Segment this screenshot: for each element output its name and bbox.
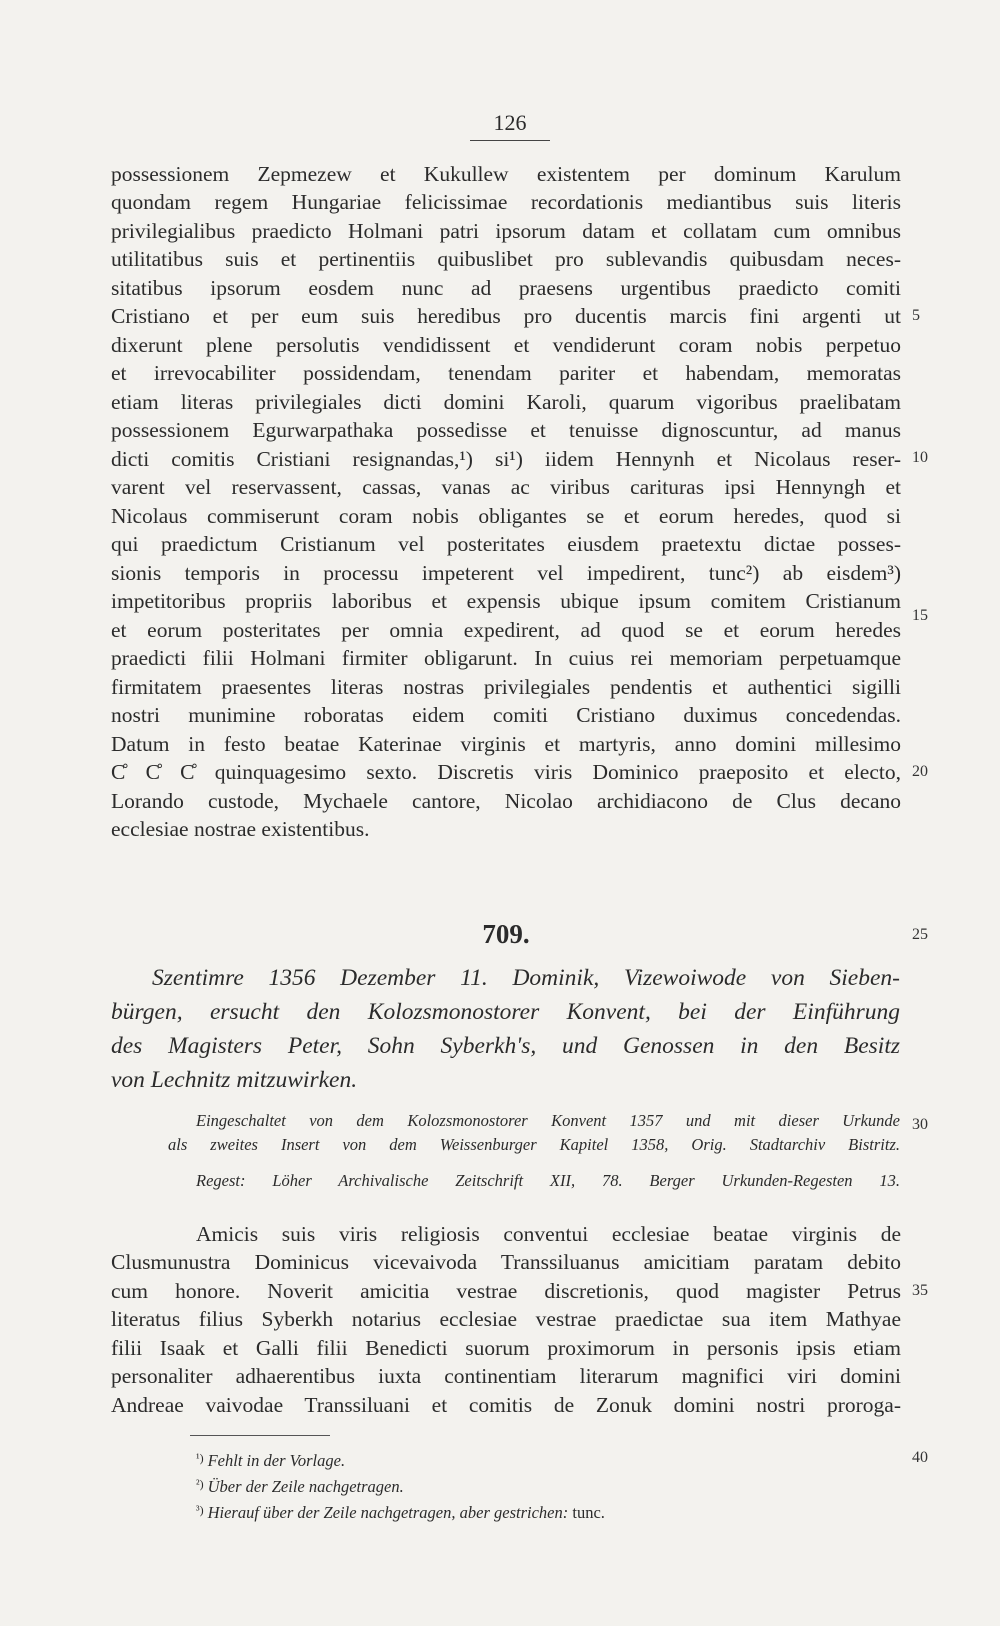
- footnote-tail: tunc.: [572, 1503, 605, 1522]
- margin-line-number: 5: [912, 307, 920, 324]
- text-line: qui praedictum Cristianum vel posteritates eiusdem praetextu dictae posses-: [111, 532, 901, 556]
- text-line: Lorando custode, Mychaele cantore, Nicolao archidiacono de Clus decano: [111, 789, 901, 813]
- text-line: firmitatem praesentes literas nostras privilegiales pendentis et authentici sigilli: [111, 675, 901, 699]
- footnote-mark: ¹): [196, 1451, 204, 1465]
- source-note-line: Eingeschaltet von dem Kolozsmonostorer Konvent 1357 und mit dieser Urkunde: [196, 1111, 900, 1130]
- text-line: C̊ C̊ C̊ quinquagesimo sexto. Discretis viris Dominico praeposito et electo,: [111, 760, 901, 784]
- margin-line-number: 40: [912, 1449, 928, 1466]
- text-line: privilegialibus praedicto Holmani patri ipsorum datam et collatam cum omnibus: [111, 219, 901, 243]
- source-note-line: als zweites Insert von dem Weissenburger Kapitel 1358, Orig. Stadtarchiv Bistritz.: [168, 1135, 900, 1154]
- page-number: 126: [493, 110, 527, 135]
- text-line: nostri munimine roboratas eidem comiti Cristiano duximus concedendas.: [111, 703, 901, 727]
- text-line: possessionem Zepmezew et Kukullew existentem per dominum Karulum: [111, 162, 901, 186]
- text-line: dicti comitis Cristiani resignandas,¹) si¹) iidem Hennynh et Nicolaus reser-: [111, 447, 901, 471]
- footnote-mark: ²): [196, 1477, 204, 1491]
- text-line: possessionem Egurwarpathaka possedisse et tenuisse dignoscuntur, ad manus: [111, 418, 901, 442]
- text-line: Andreae vaivodae Transsiluani et comitis de Zonuk domini nostri proroga-: [111, 1393, 901, 1417]
- text-line: utilitatibus suis et pertinentiis quibuslibet pro sublevandis quibusdam neces-: [111, 247, 901, 271]
- text-line: Amicis suis viris religiosis conventui ecclesiae beatae virginis de: [196, 1222, 901, 1246]
- text-line: etiam literas privilegiales dicti domini Karoli, quarum vigoribus praelibatam: [111, 390, 901, 414]
- text-line: sionis temporis in processu impeterent vel impedirent, tunc²) ab eisdem³): [111, 561, 901, 585]
- document-number-heading: 709.: [482, 919, 530, 949]
- text-line: dixerunt plene persolutis vendidissent et vendiderunt coram nobis perpetuo: [111, 333, 901, 357]
- text-line: et irrevocabiliter possidendam, tenendam pariter et habendam, memoratas: [111, 361, 901, 385]
- regest-line: des Magisters Peter, Sohn Syberkh's, und Genossen in den Besitz: [111, 1033, 900, 1059]
- text-line: Cristiano et per eum suis heredibus pro ducentis marcis fini argenti ut: [111, 304, 901, 328]
- margin-line-number: 25: [912, 926, 928, 943]
- text-line: Datum in festo beatae Katerinae virginis et martyris, anno domini millesimo: [111, 732, 901, 756]
- footnote-text: Hierauf über der Zeile nachgetragen, aber gestrichen:: [207, 1503, 569, 1522]
- text-line: Nicolaus commiserunt coram nobis obligantes se et eorum heredes, quod si: [111, 504, 901, 528]
- source-note-line: Regest: Löher Archivalische Zeitschrift XII, 78. Berger Urkunden-Regesten 13.: [196, 1171, 900, 1190]
- footnote-text: Über der Zeile nachgetragen.: [207, 1477, 404, 1496]
- text-line: impetitoribus propriis laboribus et expensis ubique ipsum comitem Cristianum: [111, 589, 901, 613]
- footnote-mark: ³): [196, 1503, 204, 1517]
- text-line: sitatibus ipsorum eosdem nunc ad praesens urgentibus praedicto comiti: [111, 276, 901, 300]
- footnote: [196, 1447, 345, 1472]
- footnote: [196, 1499, 605, 1524]
- margin-line-number: 30: [912, 1116, 928, 1133]
- text-line: cum honore. Noverit amicitia vestrae discretionis, quod magister Petrus: [111, 1279, 901, 1303]
- text-line: personaliter adhaerentibus iuxta continentiam literarum magnifici viri domini: [111, 1364, 901, 1388]
- text-line: Clusmunustra Dominicus vicevaivoda Transsiluanus amicitiam paratam debito: [111, 1250, 901, 1274]
- text-line: literatus filius Syberkh notarius ecclesiae vestrae praedictae sua item Mathyae: [111, 1307, 901, 1331]
- regest-line: von Lechnitz mitzuwirken.: [111, 1067, 358, 1093]
- regest-line: Szentimre 1356 Dezember 11. Dominik, Vizewoiwode von Sieben-: [152, 965, 900, 991]
- text-line: quondam regem Hungariae felicissimae recordationis mediantibus suis literis: [111, 190, 901, 214]
- text-line: et eorum posteritates per omnia expedirent, ad quod se et eorum heredes: [111, 618, 901, 642]
- footnote-text: Fehlt in der Vorlage.: [207, 1451, 346, 1470]
- margin-line-number: 20: [912, 763, 928, 780]
- regest-line: bürgen, ersucht den Kolozsmonostorer Konvent, bei der Einführung: [111, 999, 900, 1025]
- footnote-rule: [190, 1435, 330, 1436]
- text-line: praedicti filii Holmani firmiter obligarunt. In cuius rei memoriam perpetuamque: [111, 646, 901, 670]
- margin-line-number: 35: [912, 1282, 928, 1299]
- text-line: ecclesiae nostrae existentibus.: [111, 817, 370, 841]
- text-line: varent vel reservassent, cassas, vanas ac viribus carituras ipsi Hennyngh et: [111, 475, 901, 499]
- margin-line-number: 15: [912, 607, 928, 624]
- text-line: filii Isaak et Galli filii Benedicti suorum proximorum in personis ipsis etiam: [111, 1336, 901, 1360]
- page-number-rule: [470, 140, 550, 141]
- margin-line-number: 10: [912, 449, 928, 466]
- footnote: [196, 1473, 404, 1498]
